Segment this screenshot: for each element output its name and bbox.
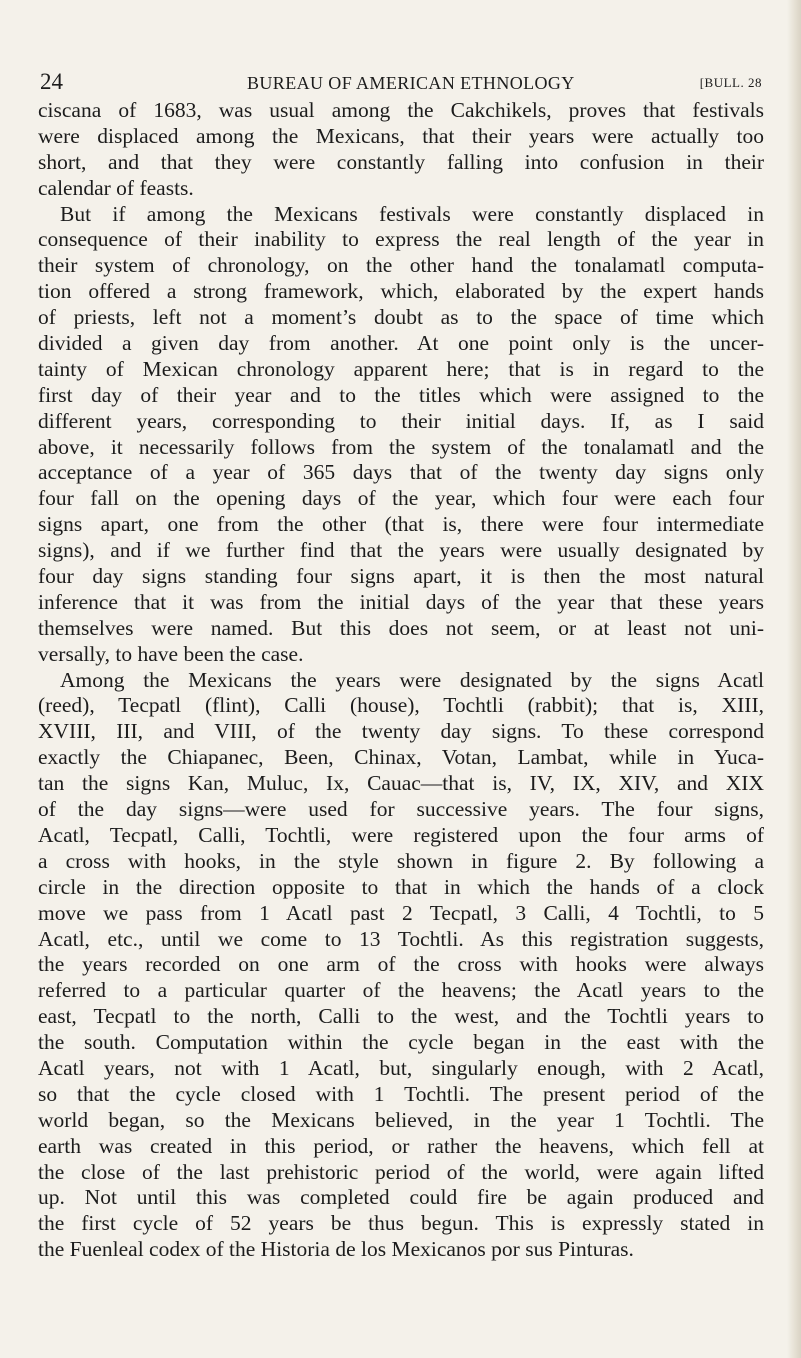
text-line: move we pass from 1 Acatl past 2 Tecpatl, 3 Calli, 4 Tochtli, to 5 [38,900,764,925]
text-line: exactly the Chiapanec, Been, Chinax, Votan, Lambat, while in Yuca- [38,745,764,770]
text-line: four fall on the opening days of the year, which four were each four [38,486,764,511]
text-line: versally, to have been the case. [38,641,304,666]
text-line: the years recorded on one arm of the cross with hooks were always [38,952,764,977]
paragraph [38,668,764,1263]
text-line: Acatl, Tecpatl, Calli, Tochtli, were registered upon the four arms of [38,822,764,847]
text-line: first day of their year and to the titles which were assigned to the [38,382,764,407]
text-line: inference that it was from the initial days of the year that these years [38,589,764,614]
text-line: four day signs standing four signs apart, it is then the most natural [38,564,764,589]
text-line: the close of the last prehistoric period of the world, were again lifted [38,1159,764,1184]
running-head [40,70,762,94]
text-line: so that the cycle closed with 1 Tochtli. The present period of the [38,1081,764,1106]
text-line: were displaced among the Mexicans, that their years were actually too [38,123,764,148]
text-line: (reed), Tecpatl (flint), Calli (house), Tochtli (rabbit); that is, XIII, [38,693,764,718]
text-line: earth was created in this period, or rather the heavens, which fell at [38,1133,764,1158]
text-line: consequence of their inability to express the real length of the year in [38,227,764,252]
text-line: tan the signs Kan, Muluc, Ix, Cauac—that is, IV, IX, XIV, and XIX [38,771,764,796]
paragraph [38,202,764,668]
paragraph [38,98,764,202]
text-line: east, Tecpatl to the north, Calli to the west, and the Tochtli years to [38,1004,764,1029]
text-line: signs), and if we further find that the years were usually designated by [38,538,764,563]
page-edge-shadow [787,0,801,1358]
text-line: different years, corresponding to their initial days. If, as I said [38,408,764,433]
page-number: 24 [40,69,63,94]
text-line: XVIII, III, and VIII, of the twenty day signs. To these correspond [38,719,764,744]
text-line: But if among the Mexicans festivals were constantly displaced in [60,201,764,226]
text-line: of priests, left not a moment’s doubt as to the space of time which [38,305,764,330]
text-line: tion offered a strong framework, which, elaborated by the expert hands [38,279,764,304]
text-line: Among the Mexicans the years were designated by the signs Acatl [60,667,764,692]
text-line: signs apart, one from the other (that is, there were four intermediate [38,512,764,537]
text-line: themselves were named. But this does not seem, or at least not uni- [38,615,764,640]
text-line: Acatl, etc., until we come to 13 Tochtli. As this registration suggests, [38,926,764,951]
text-line: ciscana of 1683, was usual among the Cakchikels, proves that festivals [38,98,764,122]
running-title: BUREAU OF AMERICAN ETHNOLOGY [247,73,575,93]
text-line: acceptance of a year of 365 days that of the twenty day signs only [38,460,764,485]
text-line: tainty of Mexican chronology apparent here; that is in regard to the [38,356,764,381]
text-line: a cross with hooks, in the style shown in figure 2. By following a [38,848,764,873]
text-line: the first cycle of 52 years be thus begun. This is expressly stated in [38,1211,764,1236]
text-line: Acatl years, not with 1 Acatl, but, singularly enough, with 2 Acatl, [38,1055,764,1080]
text-line: above, it necessarily follows from the system of the tonalamatl and the [38,434,764,459]
text-line: the south. Computation within the cycle began in the east with the [38,1030,764,1055]
text-line: divided a given day from another. At one point only is the uncer- [38,331,764,356]
text-line: calendar of feasts. [38,175,194,200]
text-line: world began, so the Mexicans believed, in the year 1 Tochtli. The [38,1107,764,1132]
body-text [38,98,764,1263]
text-line: short, and that they were constantly falling into confusion in their [38,149,764,174]
text-line: up. Not until this was completed could fire be again produced and [38,1185,764,1210]
text-line: referred to a particular quarter of the heavens; the Acatl years to the [38,978,764,1003]
text-line: the Fuenleal codex of the Historia de los Mexicanos por sus Pinturas. [38,1237,634,1262]
bulletin-reference: [BULL. 28 [699,75,762,90]
text-line: of the day signs—were used for successive years. The four signs, [38,797,764,822]
text-line: circle in the direction opposite to that in which the hands of a clock [38,874,764,899]
text-line: their system of chronology, on the other hand the tonalamatl computa- [38,253,764,278]
